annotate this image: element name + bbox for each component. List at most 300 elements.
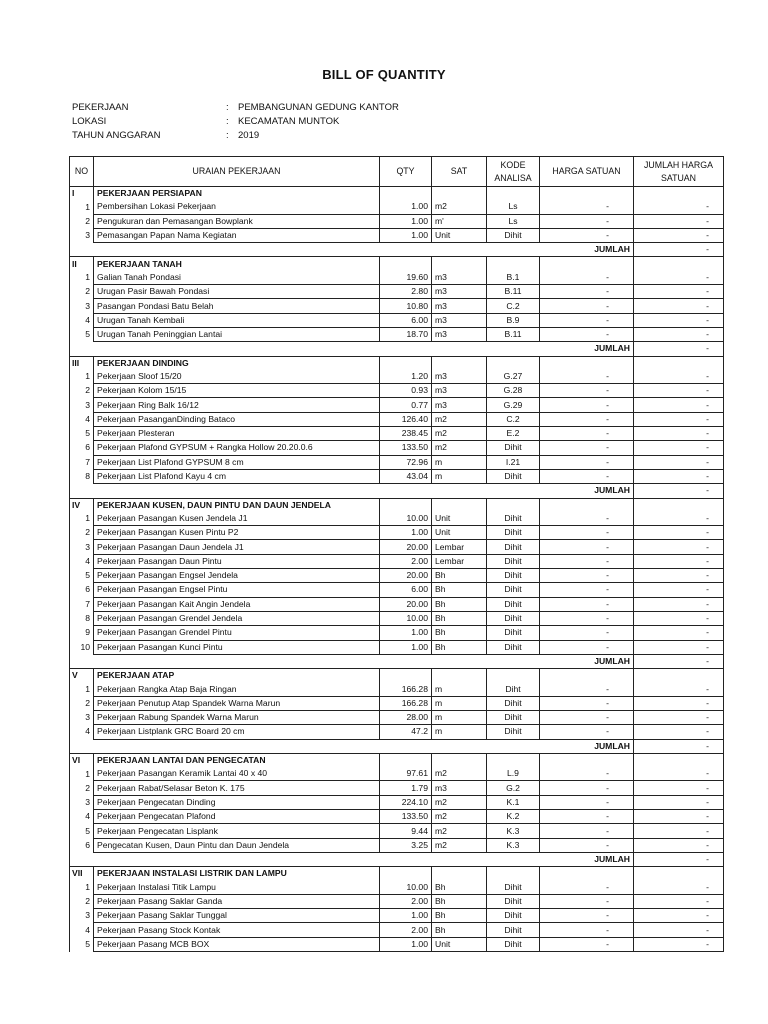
item-harga-satuan: - xyxy=(540,412,634,426)
info-value: KECAMATAN MUNTOK xyxy=(238,116,340,127)
section-header-row xyxy=(70,498,724,512)
table-row xyxy=(70,937,724,951)
item-jumlah-harga: - xyxy=(634,554,724,568)
document-title: BILL OF QUANTITY xyxy=(322,67,446,82)
empty-cell xyxy=(634,187,724,201)
item-harga-satuan: - xyxy=(540,767,634,781)
empty-cell xyxy=(487,342,540,356)
item-description: Pasangan Pondasi Batu Belah xyxy=(94,299,380,313)
table-row xyxy=(70,398,724,412)
item-number: 8 xyxy=(70,611,94,625)
item-kode-analisa: C.2 xyxy=(487,299,540,313)
empty-cell xyxy=(487,498,540,512)
item-kode-analisa: Ls xyxy=(487,214,540,228)
empty-cell xyxy=(487,867,540,881)
item-unit: Unit xyxy=(432,526,487,540)
item-kode-analisa: Dihit xyxy=(487,469,540,483)
item-harga-satuan: - xyxy=(540,611,634,625)
item-number: 7 xyxy=(70,597,94,611)
empty-cell xyxy=(487,852,540,866)
item-kode-analisa: Dihit xyxy=(487,640,540,654)
item-number: 2 xyxy=(70,214,94,228)
item-kode-analisa: Dihit xyxy=(487,569,540,583)
empty-cell xyxy=(487,243,540,257)
item-qty: 2.00 xyxy=(380,923,432,937)
item-harga-satuan: - xyxy=(540,313,634,327)
info-separator: : xyxy=(226,102,229,113)
item-qty: 20.00 xyxy=(380,569,432,583)
item-qty: 10.00 xyxy=(380,611,432,625)
section-total-row xyxy=(70,243,724,257)
item-unit: m xyxy=(432,455,487,469)
item-unit: Bh xyxy=(432,640,487,654)
table-row xyxy=(70,696,724,710)
item-jumlah-harga: - xyxy=(634,512,724,526)
item-qty: 10.00 xyxy=(380,881,432,895)
empty-cell xyxy=(380,669,432,683)
item-kode-analisa: Dihit xyxy=(487,894,540,908)
total-value: - xyxy=(634,739,724,753)
item-jumlah-harga: - xyxy=(634,441,724,455)
section-total-row xyxy=(70,342,724,356)
item-jumlah-harga: - xyxy=(634,469,724,483)
item-description: Pekerjaan Pasang MCB BOX xyxy=(94,937,380,951)
item-description: Pekerjaan Pasangan Grendel Pintu xyxy=(94,626,380,640)
item-unit: Bh xyxy=(432,583,487,597)
item-unit: m2 xyxy=(432,767,487,781)
item-qty: 126.40 xyxy=(380,412,432,426)
item-number: 1 xyxy=(70,200,94,214)
item-qty: 238.45 xyxy=(380,427,432,441)
empty-cell xyxy=(380,739,432,753)
item-kode-analisa: Ls xyxy=(487,200,540,214)
table-row xyxy=(70,710,724,724)
table-row xyxy=(70,767,724,781)
item-number: 5 xyxy=(70,569,94,583)
item-unit: m2 xyxy=(432,838,487,852)
table-row xyxy=(70,526,724,540)
section-title: PEKERJAAN KUSEN, DAUN PINTU DAN DAUN JENDELA xyxy=(94,498,380,512)
item-jumlah-harga: - xyxy=(634,526,724,540)
section-title: PEKERJAAN INSTALASI LISTRIK DAN LAMPU xyxy=(94,867,380,881)
table-row xyxy=(70,469,724,483)
item-harga-satuan: - xyxy=(540,285,634,299)
table-row xyxy=(70,881,724,895)
section-title: PEKERJAAN TANAH xyxy=(94,257,380,271)
item-description: Pekerjaan Listplank GRC Board 20 cm xyxy=(94,725,380,739)
item-number: 2 xyxy=(70,384,94,398)
item-qty: 1.20 xyxy=(380,370,432,384)
item-qty: 6.00 xyxy=(380,313,432,327)
item-jumlah-harga: - xyxy=(634,228,724,242)
item-harga-satuan: - xyxy=(540,626,634,640)
section-total-row xyxy=(70,654,724,668)
item-kode-analisa: Dihit xyxy=(487,937,540,951)
item-harga-satuan: - xyxy=(540,881,634,895)
section-total-row xyxy=(70,852,724,866)
empty-cell xyxy=(380,867,432,881)
item-qty: 2.00 xyxy=(380,554,432,568)
item-qty: 9.44 xyxy=(380,824,432,838)
item-description: Pekerjaan Pasangan Kunci Pintu xyxy=(94,640,380,654)
item-jumlah-harga: - xyxy=(634,909,724,923)
empty-cell xyxy=(380,257,432,271)
table-row xyxy=(70,569,724,583)
header-jumlah-line1: JUMLAH HARGA xyxy=(644,159,713,170)
item-description: Galian Tanah Pondasi xyxy=(94,271,380,285)
table-row xyxy=(70,540,724,554)
item-unit: Bh xyxy=(432,611,487,625)
item-jumlah-harga: - xyxy=(634,271,724,285)
item-number: 1 xyxy=(70,881,94,895)
table-row xyxy=(70,824,724,838)
section-header-row xyxy=(70,187,724,201)
item-unit: m' xyxy=(432,214,487,228)
info-separator: : xyxy=(226,130,229,141)
item-kode-analisa: Dihit xyxy=(487,710,540,724)
item-number: 4 xyxy=(70,554,94,568)
item-qty: 0.93 xyxy=(380,384,432,398)
item-kode-analisa: Dihit xyxy=(487,540,540,554)
item-description: Pekerjaan Rangka Atap Baja Ringan xyxy=(94,682,380,696)
empty-cell xyxy=(380,342,432,356)
item-jumlah-harga: - xyxy=(634,767,724,781)
item-harga-satuan: - xyxy=(540,569,634,583)
item-unit: m2 xyxy=(432,810,487,824)
total-value: - xyxy=(634,484,724,498)
item-kode-analisa: G.28 xyxy=(487,384,540,398)
item-harga-satuan: - xyxy=(540,370,634,384)
empty-cell xyxy=(380,484,432,498)
item-description: Pekerjaan Pasangan Keramik Lantai 40 x 40 xyxy=(94,767,380,781)
item-harga-satuan: - xyxy=(540,398,634,412)
item-description: Pekerjaan Plesteran xyxy=(94,427,380,441)
table-row xyxy=(70,512,724,526)
empty-cell xyxy=(380,753,432,767)
item-jumlah-harga: - xyxy=(634,611,724,625)
section-header-row xyxy=(70,669,724,683)
item-unit: m3 xyxy=(432,370,487,384)
item-unit: m3 xyxy=(432,398,487,412)
item-unit: Bh xyxy=(432,569,487,583)
empty-cell xyxy=(487,257,540,271)
item-harga-satuan: - xyxy=(540,583,634,597)
item-qty: 20.00 xyxy=(380,597,432,611)
item-jumlah-harga: - xyxy=(634,881,724,895)
item-jumlah-harga: - xyxy=(634,838,724,852)
item-qty: 20.00 xyxy=(380,540,432,554)
empty-cell xyxy=(70,484,94,498)
item-number: 3 xyxy=(70,540,94,554)
item-description: Pekerjaan Sloof 15/20 xyxy=(94,370,380,384)
item-jumlah-harga: - xyxy=(634,781,724,795)
item-jumlah-harga: - xyxy=(634,824,724,838)
item-jumlah-harga: - xyxy=(634,710,724,724)
item-qty: 1.79 xyxy=(380,781,432,795)
item-description: Pekerjaan Pasang Stock Kontak xyxy=(94,923,380,937)
item-description: Pekerjaan Rabung Spandek Warna Marun xyxy=(94,710,380,724)
item-description: Pengukuran dan Pemasangan Bowplank xyxy=(94,214,380,228)
item-qty: 0.77 xyxy=(380,398,432,412)
item-description: Pekerjaan Penutup Atap Spandek Warna Marun xyxy=(94,696,380,710)
item-number: 9 xyxy=(70,626,94,640)
info-row-lokasi xyxy=(72,115,399,129)
item-kode-analisa: B.11 xyxy=(487,327,540,341)
item-harga-satuan: - xyxy=(540,696,634,710)
item-harga-satuan: - xyxy=(540,597,634,611)
item-jumlah-harga: - xyxy=(634,937,724,951)
empty-cell xyxy=(432,187,487,201)
table-row xyxy=(70,554,724,568)
section-number: II xyxy=(70,257,94,271)
table-row xyxy=(70,200,724,214)
item-unit: m3 xyxy=(432,285,487,299)
item-jumlah-harga: - xyxy=(634,398,724,412)
item-number: 3 xyxy=(70,795,94,809)
item-number: 4 xyxy=(70,313,94,327)
empty-cell xyxy=(540,753,634,767)
item-harga-satuan: - xyxy=(540,441,634,455)
item-harga-satuan: - xyxy=(540,781,634,795)
item-number: 4 xyxy=(70,725,94,739)
section-header-row xyxy=(70,753,724,767)
empty-cell xyxy=(432,852,487,866)
header-kode-line1: KODE xyxy=(500,159,526,170)
empty-cell xyxy=(432,342,487,356)
item-qty: 224.10 xyxy=(380,795,432,809)
item-kode-analisa: B.9 xyxy=(487,313,540,327)
info-value: 2019 xyxy=(238,130,260,141)
empty-cell xyxy=(634,498,724,512)
empty-cell xyxy=(540,187,634,201)
info-label: TAHUN ANGGARAN xyxy=(72,130,161,141)
empty-cell xyxy=(634,753,724,767)
table-row xyxy=(70,795,724,809)
table-row xyxy=(70,682,724,696)
info-separator: : xyxy=(226,116,229,127)
empty-cell xyxy=(432,498,487,512)
item-description: Pekerjaan Pasangan Daun Jendela J1 xyxy=(94,540,380,554)
item-description: Pekerjaan Kolom 15/15 xyxy=(94,384,380,398)
empty-cell xyxy=(487,739,540,753)
section-title: PEKERJAAN PERSIAPAN xyxy=(94,187,380,201)
empty-cell xyxy=(540,669,634,683)
section-title: PEKERJAAN ATAP xyxy=(94,669,380,683)
item-qty: 1.00 xyxy=(380,214,432,228)
item-unit: Bh xyxy=(432,881,487,895)
item-unit: Unit xyxy=(432,512,487,526)
table-row xyxy=(70,725,724,739)
empty-cell xyxy=(70,243,94,257)
item-jumlah-harga: - xyxy=(634,725,724,739)
item-description: Pekerjaan Ring Balk 16/12 xyxy=(94,398,380,412)
table-row xyxy=(70,923,724,937)
item-harga-satuan: - xyxy=(540,710,634,724)
item-kode-analisa: K.2 xyxy=(487,810,540,824)
item-kode-analisa: Dihit xyxy=(487,881,540,895)
item-harga-satuan: - xyxy=(540,554,634,568)
empty-cell xyxy=(487,753,540,767)
item-description: Pekerjaan Pasang Saklar Tunggal xyxy=(94,909,380,923)
item-qty: 47.2 xyxy=(380,725,432,739)
item-jumlah-harga: - xyxy=(634,795,724,809)
project-info xyxy=(72,101,399,143)
item-qty: 1.00 xyxy=(380,640,432,654)
empty-cell xyxy=(432,356,487,370)
item-unit: m xyxy=(432,469,487,483)
item-jumlah-harga: - xyxy=(634,569,724,583)
empty-cell xyxy=(634,257,724,271)
item-number: 1 xyxy=(70,370,94,384)
empty-cell xyxy=(94,243,380,257)
item-unit: Lembar xyxy=(432,554,487,568)
empty-cell xyxy=(634,867,724,881)
item-jumlah-harga: - xyxy=(634,200,724,214)
item-unit: Bh xyxy=(432,626,487,640)
table-row xyxy=(70,781,724,795)
header-qty: QTY xyxy=(380,157,432,187)
info-label: LOKASI xyxy=(72,116,107,127)
item-harga-satuan: - xyxy=(540,427,634,441)
info-row-tahun-anggaran xyxy=(72,129,399,143)
item-kode-analisa: I.21 xyxy=(487,455,540,469)
empty-cell xyxy=(380,356,432,370)
item-kode-analisa: Dihit xyxy=(487,554,540,568)
section-total-row xyxy=(70,739,724,753)
item-qty: 19.60 xyxy=(380,271,432,285)
item-qty: 18.70 xyxy=(380,327,432,341)
item-number: 6 xyxy=(70,838,94,852)
item-kode-analisa: Dihit xyxy=(487,597,540,611)
empty-cell xyxy=(432,484,487,498)
item-kode-analisa: Dihit xyxy=(487,725,540,739)
item-harga-satuan: - xyxy=(540,200,634,214)
table-row xyxy=(70,611,724,625)
section-number: VI xyxy=(70,753,94,767)
item-kode-analisa: Dihit xyxy=(487,923,540,937)
item-unit: m2 xyxy=(432,824,487,838)
item-description: Pembersihan Lokasi Pekerjaan xyxy=(94,200,380,214)
item-description: Pekerjaan Pasangan Kusen Pintu P2 xyxy=(94,526,380,540)
info-value: PEMBANGUNAN GEDUNG KANTOR xyxy=(238,102,399,113)
item-qty: 1.00 xyxy=(380,626,432,640)
empty-cell xyxy=(94,342,380,356)
item-unit: Bh xyxy=(432,894,487,908)
item-description: Pekerjaan PasanganDinding Bataco xyxy=(94,412,380,426)
item-description: Urugan Pasir Bawah Pondasi xyxy=(94,285,380,299)
item-description: Pekerjaan Pasangan Kusen Jendela J1 xyxy=(94,512,380,526)
item-unit: m xyxy=(432,696,487,710)
item-jumlah-harga: - xyxy=(634,923,724,937)
total-label: JUMLAH xyxy=(540,342,634,356)
empty-cell xyxy=(487,669,540,683)
item-number: 3 xyxy=(70,228,94,242)
item-description: Pekerjaan Pengecatan Dinding xyxy=(94,795,380,809)
section-number: III xyxy=(70,356,94,370)
item-number: 1 xyxy=(70,767,94,781)
item-jumlah-harga: - xyxy=(634,285,724,299)
section-number: IV xyxy=(70,498,94,512)
section-title: PEKERJAAN DINDING xyxy=(94,356,380,370)
item-unit: Lembar xyxy=(432,540,487,554)
item-unit: m xyxy=(432,725,487,739)
table-row xyxy=(70,455,724,469)
item-number: 6 xyxy=(70,583,94,597)
item-kode-analisa: G.27 xyxy=(487,370,540,384)
item-qty: 28.00 xyxy=(380,710,432,724)
item-harga-satuan: - xyxy=(540,937,634,951)
item-qty: 166.28 xyxy=(380,696,432,710)
item-number: 3 xyxy=(70,299,94,313)
item-harga-satuan: - xyxy=(540,327,634,341)
item-qty: 133.50 xyxy=(380,810,432,824)
item-unit: Bh xyxy=(432,923,487,937)
item-description: Pekerjaan Pengecatan Plafond xyxy=(94,810,380,824)
section-header-row xyxy=(70,356,724,370)
item-kode-analisa: E.2 xyxy=(487,427,540,441)
item-number: 1 xyxy=(70,682,94,696)
item-unit: m2 xyxy=(432,427,487,441)
item-harga-satuan: - xyxy=(540,795,634,809)
item-unit: m2 xyxy=(432,412,487,426)
table-row xyxy=(70,412,724,426)
header-kode-line2: ANALISA xyxy=(494,172,532,183)
item-jumlah-harga: - xyxy=(634,455,724,469)
item-description: Pekerjaan Pasangan Daun Pintu xyxy=(94,554,380,568)
item-number: 1 xyxy=(70,271,94,285)
item-kode-analisa: Diht xyxy=(487,682,540,696)
item-number: 6 xyxy=(70,441,94,455)
item-number: 1 xyxy=(70,512,94,526)
item-qty: 166.28 xyxy=(380,682,432,696)
item-unit: Bh xyxy=(432,597,487,611)
item-kode-analisa: K.3 xyxy=(487,824,540,838)
item-qty: 1.00 xyxy=(380,200,432,214)
section-number: V xyxy=(70,669,94,683)
empty-cell xyxy=(540,257,634,271)
item-jumlah-harga: - xyxy=(634,427,724,441)
item-unit: m2 xyxy=(432,795,487,809)
item-kode-analisa: Dihit xyxy=(487,526,540,540)
empty-cell xyxy=(487,187,540,201)
empty-cell xyxy=(487,484,540,498)
item-kode-analisa: Dihit xyxy=(487,909,540,923)
item-number: 2 xyxy=(70,696,94,710)
item-kode-analisa: Dihit xyxy=(487,228,540,242)
item-kode-analisa: Dihit xyxy=(487,611,540,625)
item-harga-satuan: - xyxy=(540,824,634,838)
empty-cell xyxy=(94,654,380,668)
empty-cell xyxy=(380,498,432,512)
empty-cell xyxy=(380,187,432,201)
item-description: Pekerjaan Pengecatan Lisplank xyxy=(94,824,380,838)
item-jumlah-harga: - xyxy=(634,894,724,908)
table-row xyxy=(70,327,724,341)
total-label: JUMLAH xyxy=(540,852,634,866)
item-unit: m2 xyxy=(432,441,487,455)
table-row xyxy=(70,441,724,455)
item-qty: 2.80 xyxy=(380,285,432,299)
item-kode-analisa: G.29 xyxy=(487,398,540,412)
header-kode-analisa xyxy=(487,157,540,187)
item-jumlah-harga: - xyxy=(634,384,724,398)
item-jumlah-harga: - xyxy=(634,214,724,228)
table-row xyxy=(70,271,724,285)
item-unit: m3 xyxy=(432,271,487,285)
item-harga-satuan: - xyxy=(540,512,634,526)
table-row xyxy=(70,285,724,299)
item-description: Pekerjaan Pasang Saklar Ganda xyxy=(94,894,380,908)
